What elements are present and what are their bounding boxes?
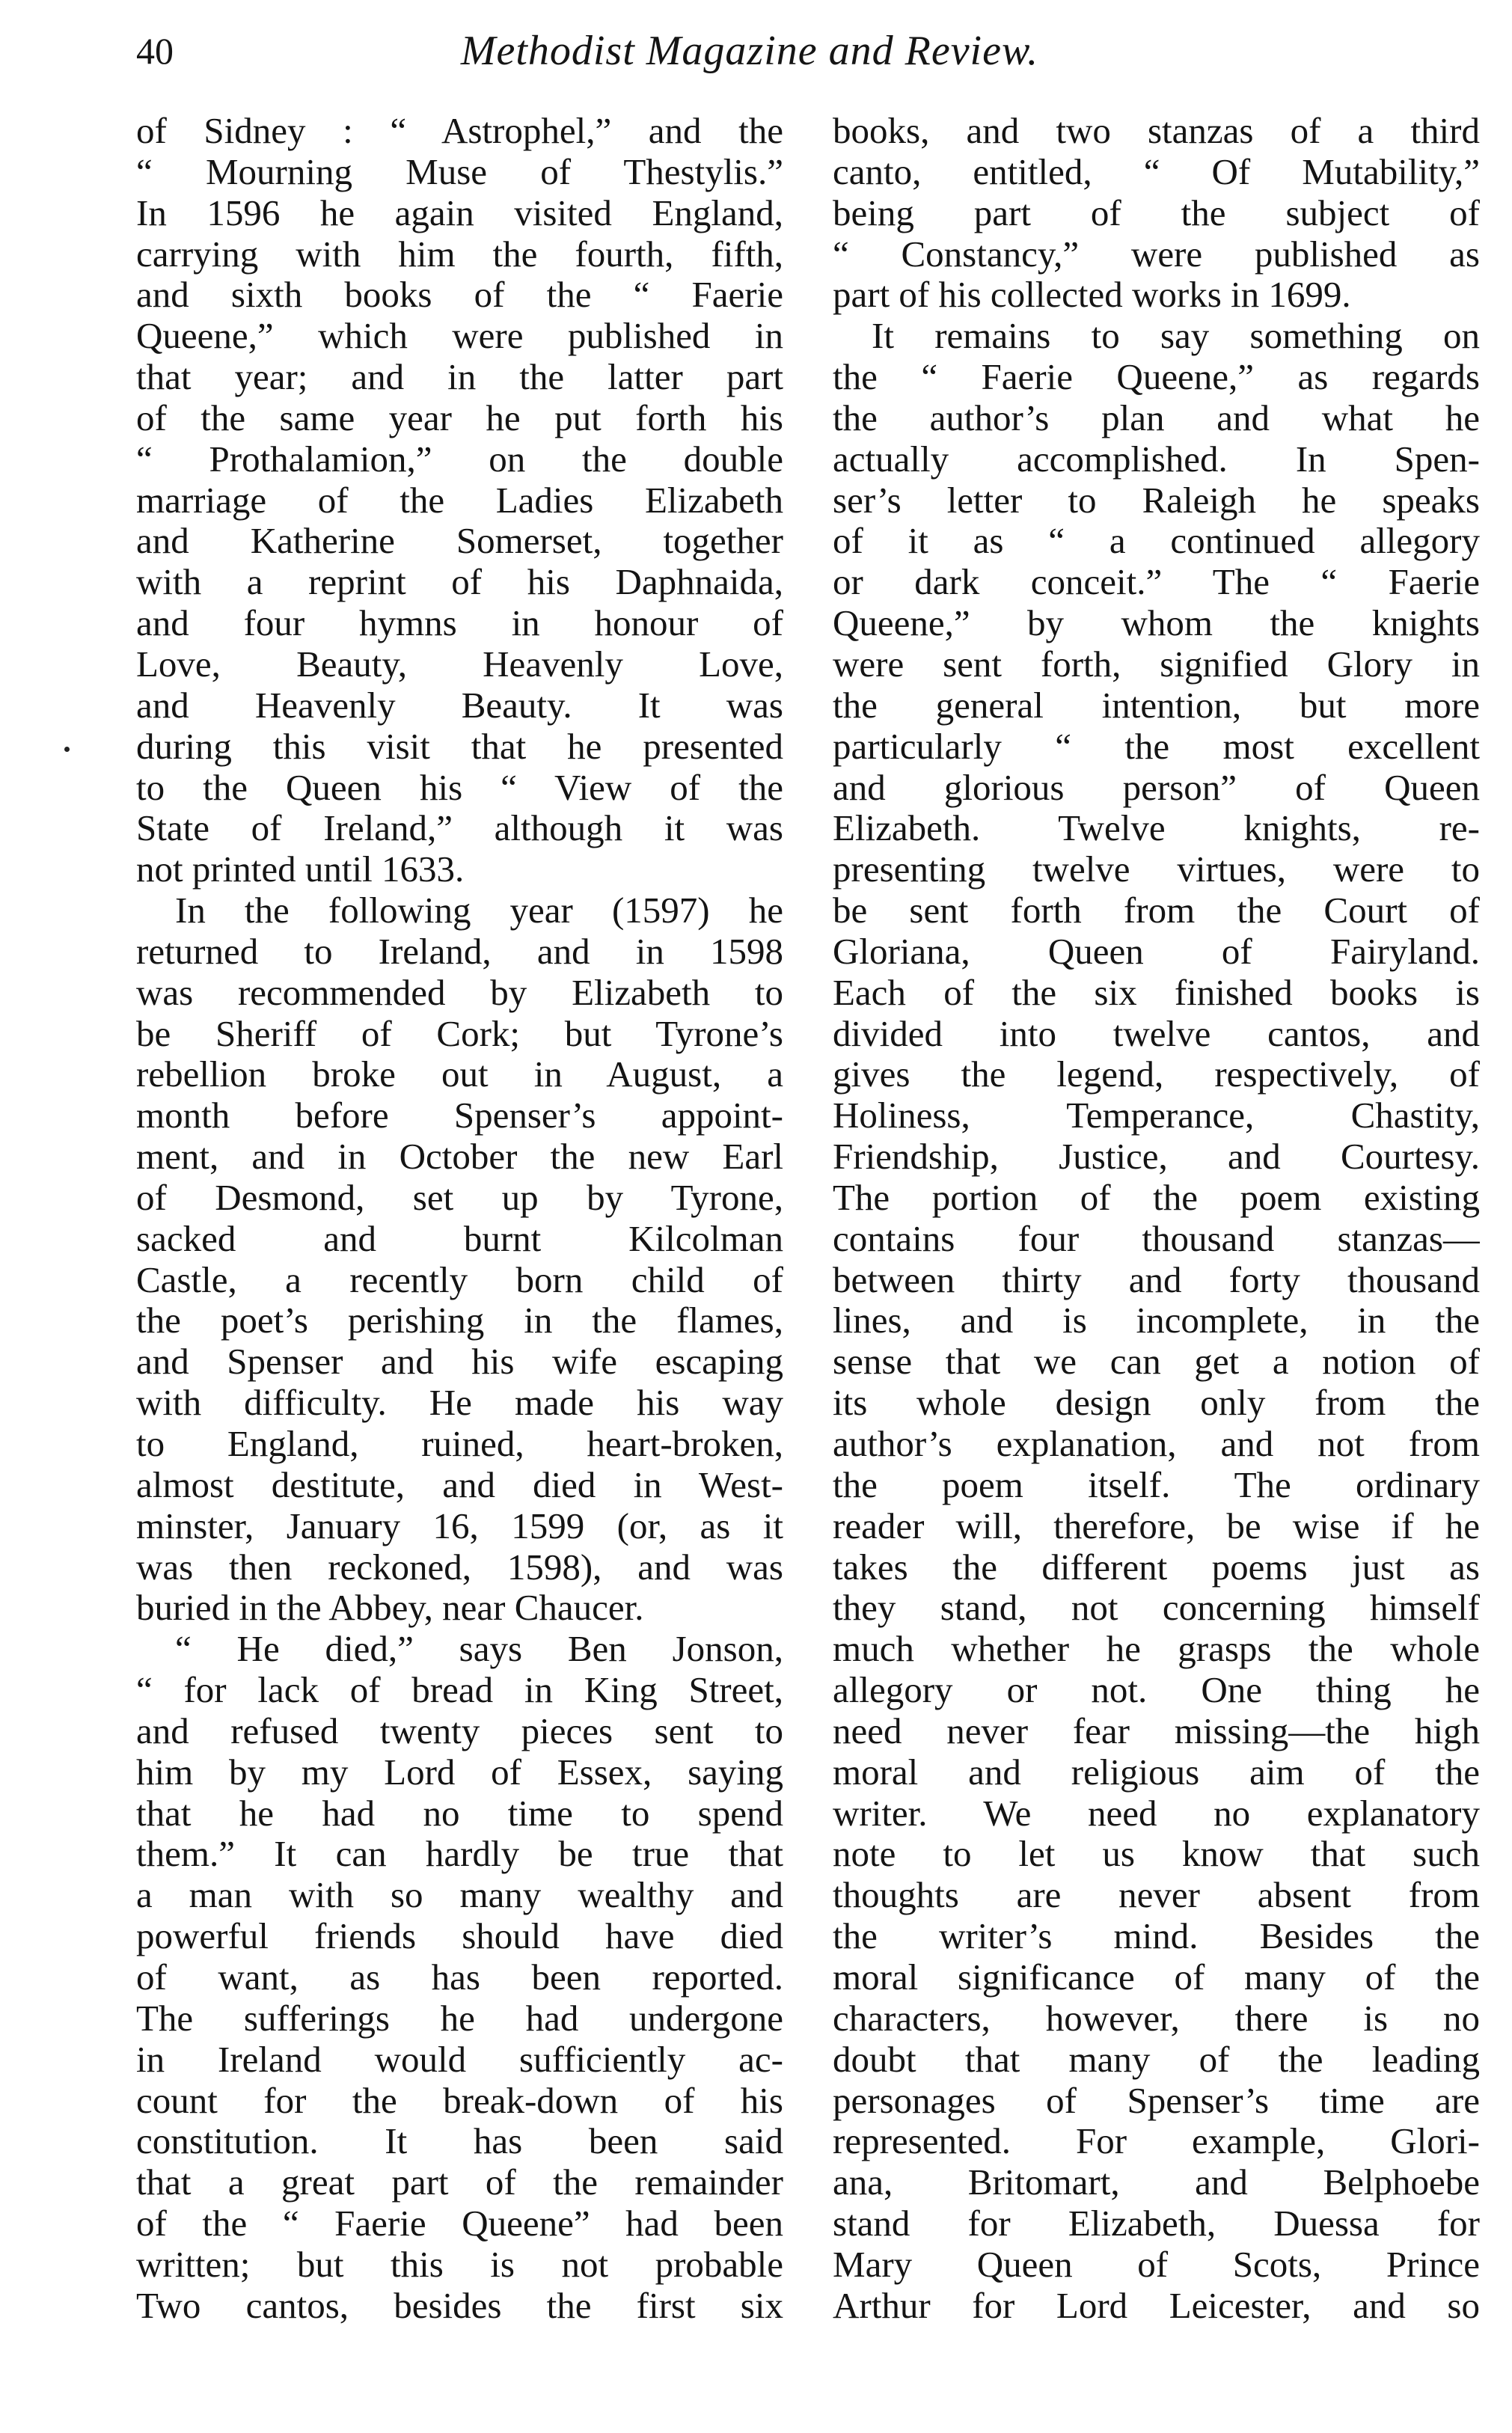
text-line: author’s explanation, and not from [833, 1424, 1480, 1464]
text-line: sense that we can get a notion of [833, 1341, 1480, 1383]
text-line: to the Queen his “ View of the [136, 767, 783, 808]
text-line: Love, Beauty, Heavenly Love, [136, 643, 783, 685]
text-line: books, and two stanzas of a third [833, 111, 1480, 151]
text-line: In the following year (1597) he [175, 890, 783, 931]
text-line: writer. We need no explanatory [833, 1793, 1480, 1834]
text-line: “ Prothalamion,” on the double [136, 438, 783, 480]
text-line: stand for Elizabeth, Duessa for [833, 2203, 1480, 2244]
text-line: presenting twelve virtues, were to [833, 849, 1480, 890]
text-line: be Sheriff of Cork; but Tyrone’s [136, 1013, 783, 1054]
text-line: that a great part of the remainder [136, 2162, 783, 2203]
text-line: note to let us know that such [833, 1834, 1480, 1875]
left-column [136, 111, 783, 2327]
text-line: written; but this is not probable [136, 2244, 783, 2285]
text-line: and refused twenty pieces sent to [136, 1710, 783, 1751]
text-line: of it as “ a continued allegory [833, 521, 1480, 562]
text-line: canto, entitled, “ Of Mutability,” [833, 151, 1480, 192]
text-line: him by my Lord of Essex, saying [136, 1751, 783, 1793]
text-line: during this visit that he presented [136, 726, 783, 767]
text-line: marriage of the Ladies Elizabeth [136, 480, 783, 521]
text-line: gives the legend, respectively, of [833, 1054, 1480, 1095]
text-line: The portion of the poem existing [833, 1177, 1480, 1218]
text-line: and sixth books of the “ Faerie [136, 275, 783, 316]
text-line: was then reckoned, 1598), and was [136, 1546, 783, 1588]
page-header [136, 21, 1363, 81]
text-line: its whole design only from the [833, 1383, 1480, 1424]
text-line: rebellion broke out in August, a [136, 1054, 783, 1095]
text-line: and Heavenly Beauty. It was [136, 685, 783, 726]
text-line: almost destitute, and died in West- [136, 1464, 783, 1505]
text-line: with a reprint of his Daphnaida, [136, 562, 783, 603]
text-line: contains four thousand stanzas— [833, 1218, 1480, 1259]
text-line: thoughts are never absent from [833, 1875, 1480, 1916]
text-line: the poem itself. The ordinary [833, 1464, 1480, 1505]
text-line: Two cantos, besides the first six [136, 2285, 783, 2326]
text-line: the “ Faerie Queene,” as regards [833, 357, 1480, 398]
text-line: Queene,” which were published in [136, 316, 783, 357]
text-line: and Katherine Somerset, together [136, 521, 783, 562]
text-line: of Sidney : “ Astrophel,” and the [136, 111, 783, 151]
text-line: part of his collected works in 1699. [833, 275, 1351, 316]
text-line: between thirty and forty thousand [833, 1259, 1480, 1300]
margin-mark [64, 747, 70, 752]
text-line: doubt that many of the leading [833, 2039, 1480, 2080]
text-line: moral significance of many of the [833, 1956, 1480, 1998]
text-line: allegory or not. One thing he [833, 1670, 1480, 1711]
text-line: the general intention, but more [833, 685, 1480, 726]
text-line: Gloriana, Queen of Fairyland. [833, 931, 1480, 972]
text-line: a man with so many wealthy and [136, 1875, 783, 1916]
text-line: The sufferings he had undergone [136, 1998, 783, 2039]
text-line: reader will, therefore, be wise if he [833, 1505, 1480, 1546]
text-line: month before Spenser’s appoint- [136, 1095, 783, 1136]
text-line: be sent forth from the Court of [833, 890, 1480, 931]
text-line: much whether he grasps the whole [833, 1629, 1480, 1670]
text-line: them.” It can hardly be true that [136, 1834, 783, 1875]
text-line: Each of the six finished books is [833, 972, 1480, 1013]
text-line: Castle, a recently born child of [136, 1259, 783, 1300]
text-line: “ Mourning Muse of Thestylis.” [136, 151, 783, 192]
text-line: “ He died,” says Ben Jonson, [175, 1629, 783, 1670]
text-line: Queene,” by whom the knights [833, 603, 1480, 644]
text-line: State of Ireland,” although it was [136, 808, 783, 849]
text-line: and glorious person” of Queen [833, 767, 1480, 808]
text-line: “ for lack of bread in King Street, [136, 1670, 783, 1711]
text-line: were sent forth, signified Glory in [833, 643, 1480, 685]
text-line: In 1596 he again visited England, [136, 192, 783, 233]
text-line: particularly “ the most excellent [833, 726, 1480, 767]
page-number: 40 [136, 30, 174, 72]
text-line: in Ireland would sufficiently ac- [136, 2039, 783, 2080]
text-line: moral and religious aim of the [833, 1751, 1480, 1793]
text-line: of the same year he put forth his [136, 397, 783, 438]
text-line: Mary Queen of Scots, Prince [833, 2244, 1480, 2285]
text-line: lines, and is incomplete, in the [833, 1300, 1480, 1341]
text-line: minster, January 16, 1599 (or, as it [136, 1505, 783, 1546]
text-line: that year; and in the latter part [136, 357, 783, 398]
text-line: count for the break-down of his [136, 2080, 783, 2121]
text-line: Friendship, Justice, and Courtesy. [833, 1136, 1480, 1178]
text-line: the writer’s mind. Besides the [833, 1916, 1480, 1957]
text-line: need never fear missing—the high [833, 1710, 1480, 1751]
text-line: being part of the subject of [833, 192, 1480, 233]
text-line: not printed until 1633. [136, 849, 465, 890]
text-line: sacked and burnt Kilcolman [136, 1218, 783, 1259]
right-column [833, 111, 1480, 2327]
text-line: takes the different poems just as [833, 1546, 1480, 1588]
text-line: ana, Britomart, and Belphoebe [833, 2162, 1480, 2203]
text-line: constitution. It has been said [136, 2121, 783, 2162]
text-line: personages of Spenser’s time are [833, 2080, 1480, 2121]
text-line: with difficulty. He made his way [136, 1383, 783, 1424]
text-line: ser’s letter to Raleigh he speaks [833, 480, 1480, 521]
text-line: ment, and in October the new Earl [136, 1136, 783, 1178]
running-title: Methodist Magazine and Review. [460, 28, 1039, 74]
text-line: represented. For example, Glori- [833, 2121, 1480, 2162]
text-line: divided into twelve cantos, and [833, 1013, 1480, 1054]
text-line: powerful friends should have died [136, 1916, 783, 1957]
text-line: actually accomplished. In Spen- [833, 438, 1480, 480]
text-line: buried in the Abbey, near Chaucer. [136, 1588, 644, 1629]
text-line: they stand, not concerning himself [833, 1588, 1480, 1629]
text-line: Arthur for Lord Leicester, and so [833, 2285, 1480, 2326]
text-line: to England, ruined, heart-broken, [136, 1424, 783, 1464]
text-line: Holiness, Temperance, Chastity, [833, 1095, 1480, 1136]
text-line: the poet’s perishing in the flames, [136, 1300, 783, 1341]
text-line: or dark conceit.” The “ Faerie [833, 562, 1480, 603]
text-line: It remains to say something on [872, 316, 1480, 357]
text-line: carrying with him the fourth, fifth, [136, 233, 783, 275]
text-line: of the “ Faerie Queene” had been [136, 2203, 783, 2244]
text-line: characters, however, there is no [833, 1998, 1480, 2039]
text-line: the author’s plan and what he [833, 397, 1480, 438]
text-line: of Desmond, set up by Tyrone, [136, 1177, 783, 1218]
text-line: that he had no time to spend [136, 1793, 783, 1834]
text-line: and four hymns in honour of [136, 603, 783, 644]
text-line: returned to Ireland, and in 1598 [136, 931, 783, 972]
text-line: of want, as has been reported. [136, 1956, 783, 1998]
text-line: and Spenser and his wife escaping [136, 1341, 783, 1383]
text-line: “ Constancy,” were published as [833, 233, 1480, 275]
text-line: was recommended by Elizabeth to [136, 972, 783, 1013]
text-line: Elizabeth. Twelve knights, re- [833, 808, 1480, 849]
